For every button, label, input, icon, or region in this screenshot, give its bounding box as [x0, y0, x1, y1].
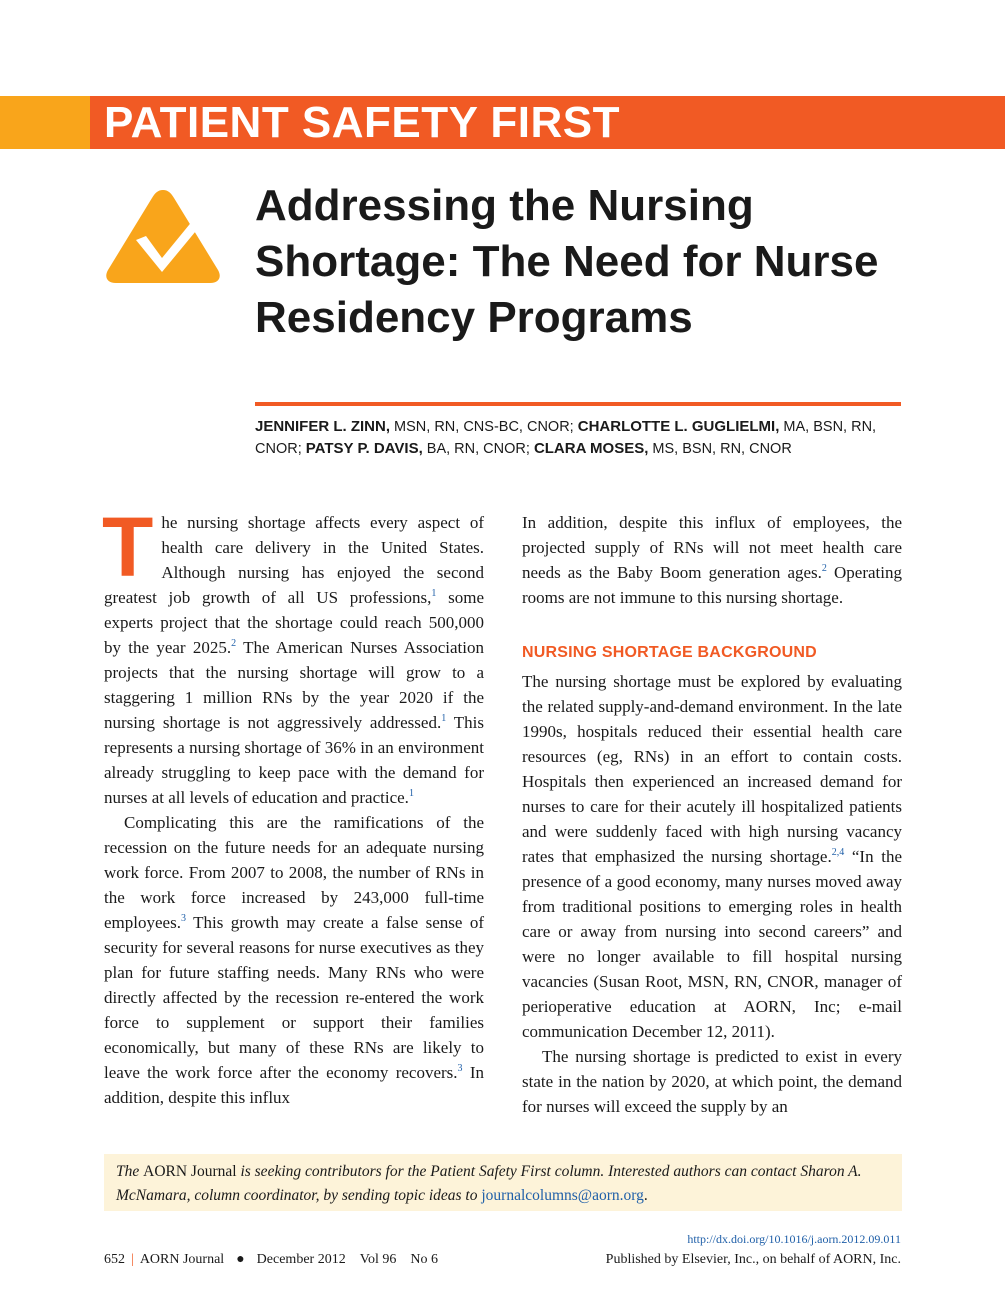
citation-link[interactable]: 3	[457, 1063, 463, 1074]
drop-cap: T	[102, 500, 154, 594]
body-paragraph-continued: In addition, despite this influx of employees, the projected supply of RNs will not meet health care needs as the Baby Boom generation ages.$^2$ Operating rooms are not immune to this nursing shortage.	[522, 513, 902, 607]
citation-link[interactable]: 3	[180, 913, 186, 924]
footer-citation	[104, 1252, 438, 1268]
author-credentials: MA, BSN, RN, CNOR;	[255, 419, 877, 457]
page-number: 652	[104, 1252, 125, 1267]
banner-title: PATIENT SAFETY FIRST	[104, 98, 621, 147]
journal-name: AORN Journal	[143, 1163, 237, 1180]
title-divider	[255, 402, 901, 406]
body-paragraph: Complicating this are the ramifications of the recession on the future needs for an adequate nursing work force. From 2007 to 2008, the number of RNs in the work force increased by 243,000 full-time employees.$^3$ This growth may create a false sense of security for several reasons for nurse executives as they plan for future staffing needs. Many RNs who were directly affected by the recession re-entered the work force to supplement or support their families economically, but many of these RNs are likely to leave the work force after the economy recovers.$^3$ In addition, despite this influx	[104, 813, 485, 1107]
section-heading: NURSING SHORTAGE BACKGROUND	[522, 644, 817, 661]
author-credentials: MSN, RN, CNS-BC, CNOR;	[394, 419, 574, 435]
citation-link[interactable]: 2	[821, 563, 827, 574]
body-column-left	[102, 500, 485, 1110]
section-banner	[90, 96, 1005, 149]
author-name: JENNIFER L. ZINN,	[255, 418, 391, 435]
citation-link[interactable]: 1	[408, 788, 414, 799]
body-paragraph: The nursing shortage must be explored by evaluating the related supply-and-demand environment. In the late 1990s, hospitals reduced their essential health care resources (eg, RNs) in an effort to contain costs. Hospitals then experienced an increased demand for nurses to care for their acutely ill hospitalized patients and were suddenly faced with high nursing vacancy rates that emphasized the nursing shortage.$^{2,4}$ “In the presence of a good economy, many nurses moved away from traditional positions to emerging roles in health care or away from nursing into second careers” and were no longer available to fill hospital nursing vacancies (Susan Root, MSN, RN, CNOR, manager of perioperative education at AORN, Inc; e-mail communication December 12, 2011).	[522, 672, 903, 1041]
citation-link[interactable]: 2	[231, 638, 237, 649]
bullet-icon: ●	[236, 1252, 245, 1267]
author-credentials: BA, RN, CNOR;	[426, 441, 530, 457]
body-column-right	[522, 510, 902, 1119]
banner-accent	[0, 96, 90, 149]
continued-text: In addition, despite this influx	[104, 1063, 485, 1107]
citation-link[interactable]: 1	[431, 588, 437, 599]
author-name: CHARLOTTE L. GUGLIELMI,	[577, 418, 780, 435]
publisher-note: Published by Elsevier, Inc., on behalf of AORN, Inc.	[605, 1252, 901, 1267]
footer-separator: |	[131, 1252, 134, 1267]
email-link[interactable]: journalcolumns@aorn.org	[481, 1187, 644, 1204]
callout-text: The AORN Journal is seeking contributors for the Patient Safety First column. Interested authors can contact Sharon A. McNamara, column coordinator, by sending topic ideas to journalcolumns@aorn.org.	[116, 1163, 862, 1204]
issue-date: December 2012	[256, 1252, 346, 1267]
contributors-callout	[104, 1154, 902, 1211]
author-credentials: MS, BSN, RN, CNOR	[652, 441, 792, 457]
volume: Vol 96	[359, 1252, 397, 1267]
citation-link[interactable]: 2,4	[831, 847, 845, 858]
author-list	[255, 416, 905, 460]
doi-link[interactable]: http://dx.doi.org/10.1016/j.aorn.2012.09.011	[687, 1232, 901, 1246]
checkmark-triangle-icon	[102, 186, 224, 286]
author-name: PATSY P. DAVIS,	[305, 440, 423, 457]
issue-number: No 6	[410, 1252, 439, 1267]
citation-link[interactable]: 1	[441, 713, 447, 724]
journal-title: AORN Journal	[139, 1252, 225, 1267]
body-paragraph: The nursing shortage affects every aspect of health care delivery in the United States. Although nursing has enjoyed the second greatest job growth of all US professions,$^1$ some experts project that the shortage could reach 500,000 by the year 2025.$^2$ The American Nurses Association projects that the nursing shortage will grow to a staggering 1 million RNs by the year 2020 if the nursing shortage is not aggressively addressed.$^1$ This represents a nursing shortage of 36% in an environment already struggling to keep pace with the demand for nurses at all levels of education and practice.$^1$	[102, 500, 484, 807]
author-name: CLARA MOSES,	[533, 440, 649, 457]
body-paragraph: The nursing shortage is predicted to exist in every state in the nation by 2020, at which point, the demand for nurses will exceed the supply by an	[522, 1047, 902, 1116]
article-title: Addressing the Nursing Shortage: The Need for Nurse Residency Programs	[255, 181, 879, 342]
